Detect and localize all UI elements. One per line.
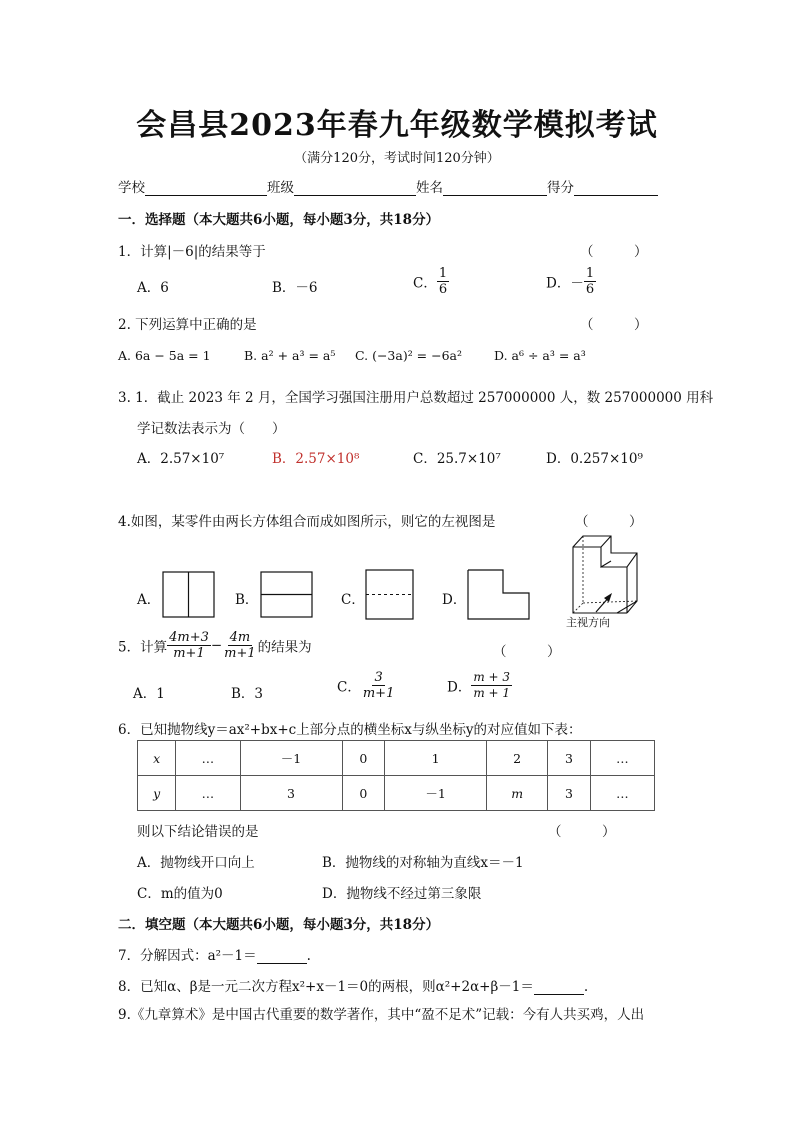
q3-option-d: D．0.257×10⁹ bbox=[546, 451, 643, 467]
q5-option-d bbox=[447, 670, 512, 701]
table-row bbox=[138, 776, 655, 811]
q3-stem-line1: 3. 1．截止 2023 年 2 月，全国学习强国注册用户总数超过 257000000 人，数 257000000 用科 bbox=[118, 390, 714, 406]
q5-option-d-num: m + 3 bbox=[473, 670, 511, 684]
q4-option-a-figure bbox=[162, 571, 216, 619]
table-cell: … bbox=[590, 741, 654, 776]
q1-option-b: B．－6 bbox=[272, 280, 318, 296]
q4-view-direction-label: 主视方向 bbox=[566, 616, 610, 629]
q6-follow: 则以下结论错误的是 bbox=[137, 824, 259, 840]
table-cell: … bbox=[176, 776, 240, 811]
name-label: 姓名 bbox=[416, 180, 443, 196]
q9-stem: 9.《九章算术》是中国古代重要的数学著作，其中“盈不足术”记载：今有人共买鸡，人出 bbox=[118, 1007, 645, 1023]
q6-option-a: A．抛物线开口向上 bbox=[137, 855, 255, 871]
table-cell: x bbox=[138, 741, 176, 776]
q1-option-a: A．6 bbox=[137, 280, 169, 296]
q6-answer-paren: （ ） bbox=[548, 824, 616, 840]
school-label: 学校 bbox=[118, 180, 145, 196]
q6-option-b: B．抛物线的对称轴为直线x＝－1 bbox=[322, 855, 524, 871]
q5-stem-post: 的结果为 bbox=[257, 639, 312, 656]
q5-option-c-den: m+1 bbox=[362, 686, 395, 701]
q4-option-a-label: A． bbox=[137, 592, 161, 608]
q1-option-c bbox=[413, 266, 449, 297]
table-cell: －1 bbox=[240, 741, 342, 776]
q1-option-c-label: C． bbox=[413, 275, 437, 292]
q8: 8．已知α、β是一元二次方程x²+x－1＝0的两根，则α²+2α+β－1＝ . bbox=[118, 979, 589, 995]
q4-option-d-label: D． bbox=[442, 592, 467, 608]
score-blank[interactable] bbox=[574, 181, 658, 196]
q2-stem: 2. 下列运算中正确的是 bbox=[118, 317, 257, 333]
class-label: 班级 bbox=[267, 180, 294, 196]
q5-stem-pre: 5．计算 bbox=[118, 639, 168, 656]
school-blank[interactable] bbox=[145, 181, 267, 196]
q5-fraction1-den: m+1 bbox=[173, 646, 205, 661]
q5-option-d-label: D． bbox=[447, 679, 472, 696]
table-cell: … bbox=[176, 741, 240, 776]
q1-option-d bbox=[546, 266, 596, 297]
q1-answer-paren: （ ） bbox=[580, 244, 648, 260]
q5-option-a: A．1 bbox=[133, 686, 165, 702]
q6-value-table bbox=[137, 740, 655, 811]
q7: 7．分解因式：a²－1＝ . bbox=[118, 948, 311, 964]
section2-heading: 二．填空题（本大题共6小题，每小题3分，共18分） bbox=[118, 917, 440, 933]
q2-option-a: A. 6a − 5a = 1 bbox=[118, 348, 211, 363]
q1-option-d-num: 1 bbox=[585, 266, 595, 281]
q5-option-b: B．3 bbox=[231, 686, 264, 702]
q5-stem bbox=[118, 630, 312, 661]
q1-stem: 1．计算|－6|的结果等于 bbox=[118, 244, 266, 260]
q8-stem: 8．已知α、β是一元二次方程x²+x－1＝0的两根，则α²+2α+β－1＝ bbox=[118, 979, 534, 995]
table-cell: 2 bbox=[487, 741, 548, 776]
q3-stem-line2: 学记数法表示为（ ） bbox=[137, 421, 286, 437]
q7-answer-blank[interactable] bbox=[257, 949, 307, 964]
table-cell: m bbox=[487, 776, 548, 811]
q1-option-c-num: 1 bbox=[438, 266, 448, 281]
section1-heading: 一．选择题（本大题共6小题，每小题3分，共18分） bbox=[118, 212, 440, 228]
table-cell: 1 bbox=[385, 741, 487, 776]
q5-option-c bbox=[337, 670, 396, 701]
table-cell: 3 bbox=[548, 741, 591, 776]
table-cell: y bbox=[138, 776, 176, 811]
page-title: 会昌县2023年春九年级数学模拟考试 bbox=[136, 108, 658, 143]
q3-option-b: B．2.57×10⁸ bbox=[272, 451, 360, 467]
q5-answer-paren: （ ） bbox=[493, 644, 561, 660]
name-blank[interactable] bbox=[443, 181, 547, 196]
q6-option-c: C．m的值为0 bbox=[137, 886, 223, 902]
q4-option-b-label: B． bbox=[235, 592, 259, 608]
score-label: 得分 bbox=[547, 180, 574, 196]
q5-fraction1-num: 4m+3 bbox=[169, 630, 209, 645]
q1-option-c-den: 6 bbox=[438, 282, 448, 297]
view-direction-arrow-icon bbox=[592, 590, 618, 616]
q4-stem: 4.如图，某零件由两长方体组合而成如图所示，则它的左视图是 bbox=[118, 514, 496, 530]
q7-stem: 7．分解因式：a²－1＝ bbox=[118, 948, 257, 964]
q5-option-d-den: m + 1 bbox=[473, 686, 511, 700]
table-row bbox=[138, 741, 655, 776]
q5-option-c-label: C． bbox=[337, 679, 361, 696]
class-blank[interactable] bbox=[294, 181, 416, 196]
q4-option-d-figure bbox=[467, 569, 531, 621]
q1-option-d-den: 6 bbox=[585, 282, 595, 297]
q4-answer-paren: （ ） bbox=[575, 514, 643, 530]
q6-stem: 6．已知抛物线y＝ax²+bx+c上部分点的横坐标x与纵坐标y的对应值如下表： bbox=[118, 722, 582, 738]
q4-option-c-figure bbox=[365, 569, 415, 621]
q3-option-c: C．25.7×10⁷ bbox=[413, 451, 501, 467]
q2-option-b: B. a² + a³ = a⁵ bbox=[244, 348, 336, 363]
q2-option-c: C. (−3a)² = −6a² bbox=[355, 348, 463, 363]
q5-option-c-num: 3 bbox=[374, 670, 383, 685]
table-cell: 0 bbox=[342, 776, 385, 811]
q5-minus: − bbox=[210, 637, 223, 654]
q4-option-c-label: C． bbox=[341, 592, 365, 608]
q2-answer-paren: （ ） bbox=[580, 317, 648, 333]
table-cell: 0 bbox=[342, 741, 385, 776]
q2-option-d: D. a⁶ ÷ a³ = a³ bbox=[494, 348, 586, 363]
student-info-row bbox=[118, 176, 658, 196]
q8-answer-blank[interactable] bbox=[534, 980, 584, 995]
page-subtitle: （满分120分，考试时间120分钟） bbox=[294, 151, 500, 166]
table-cell: 3 bbox=[240, 776, 342, 811]
q5-fraction2-den: m+1 bbox=[224, 646, 256, 661]
table-cell: 3 bbox=[548, 776, 591, 811]
q5-fraction2-num: 4m bbox=[229, 630, 251, 645]
q4-option-b-figure bbox=[260, 571, 314, 619]
q3-option-a: A．2.57×10⁷ bbox=[137, 451, 225, 467]
q6-option-d: D．抛物线不经过第三象限 bbox=[322, 886, 482, 902]
q1-option-d-label: D．－ bbox=[546, 275, 584, 292]
table-cell: －1 bbox=[385, 776, 487, 811]
table-cell: … bbox=[590, 776, 654, 811]
